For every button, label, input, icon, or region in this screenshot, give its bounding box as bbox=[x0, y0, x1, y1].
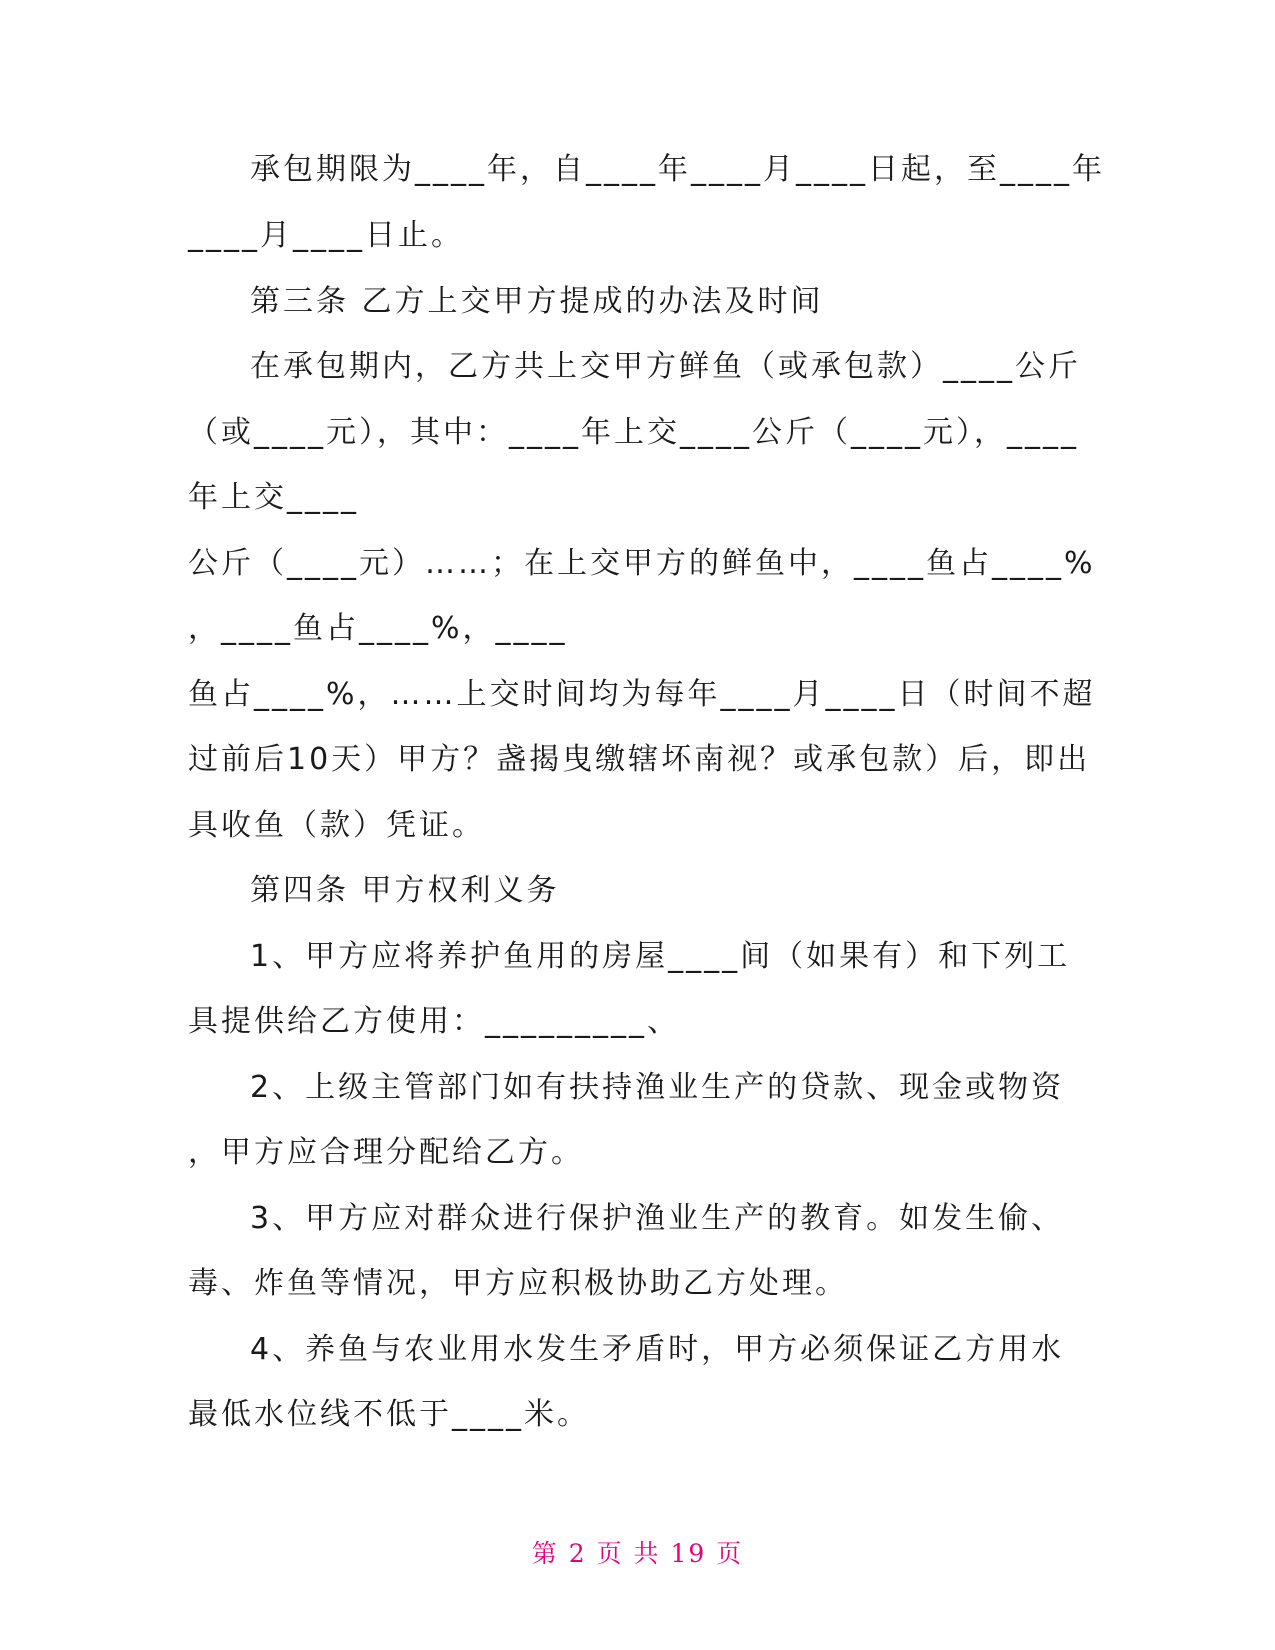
text-line: 具提供给乙方使用：_________、 bbox=[188, 1004, 680, 1039]
text-line: 2、上级主管部门如有扶持渔业生产的贷款、现金或物资 bbox=[250, 1070, 1065, 1105]
page-number-footer: 第 2 页 共 19 页 bbox=[531, 1539, 744, 1568]
text-line: 过前后10天）甲方？盏揭曳缴辖坏南视？或承包款）后，即出 bbox=[188, 742, 1091, 777]
text-line: 鱼占____%，……上交时间均为每年____月____日（时间不超 bbox=[188, 677, 1096, 712]
text-line: 1、甲方应将养护鱼用的房屋____间（如果有）和下列工 bbox=[250, 939, 1071, 974]
text-line: 承包期限为____年，自____年____月____日起，至____年 bbox=[250, 152, 1105, 187]
text-line: 年上交____ bbox=[188, 480, 359, 515]
text-line: ，甲方应合理分配给乙方。 bbox=[188, 1135, 584, 1170]
text-line: 4、养鱼与农业用水发生矛盾时，甲方必须保证乙方用水 bbox=[250, 1332, 1065, 1367]
text-line: （或____元），其中：____年上交____公斤（____元），____ bbox=[188, 415, 1079, 450]
text-line: ____月____日止。 bbox=[188, 218, 464, 253]
text-line: 3、甲方应对群众进行保护渔业生产的教育。如发生偷、 bbox=[250, 1201, 1065, 1236]
text-line: 第四条 甲方权利义务 bbox=[250, 873, 560, 908]
text-line: ，____鱼占____%，____ bbox=[188, 611, 568, 646]
text-line: 在承包期内，乙方共上交甲方鲜鱼（或承包款）____公斤 bbox=[250, 349, 1081, 384]
text-line: 第三条 乙方上交甲方提成的办法及时间 bbox=[250, 284, 824, 319]
text-line: 公斤（____元）……；在上交甲方的鲜鱼中，____鱼占____% bbox=[188, 546, 1096, 581]
text-line: 具收鱼（款）凭证。 bbox=[188, 808, 485, 843]
text-line: 最低水位线不低于____米。 bbox=[188, 1397, 590, 1432]
text-line: 毒、炸鱼等情况，甲方应积极协助乙方处理。 bbox=[188, 1266, 848, 1301]
